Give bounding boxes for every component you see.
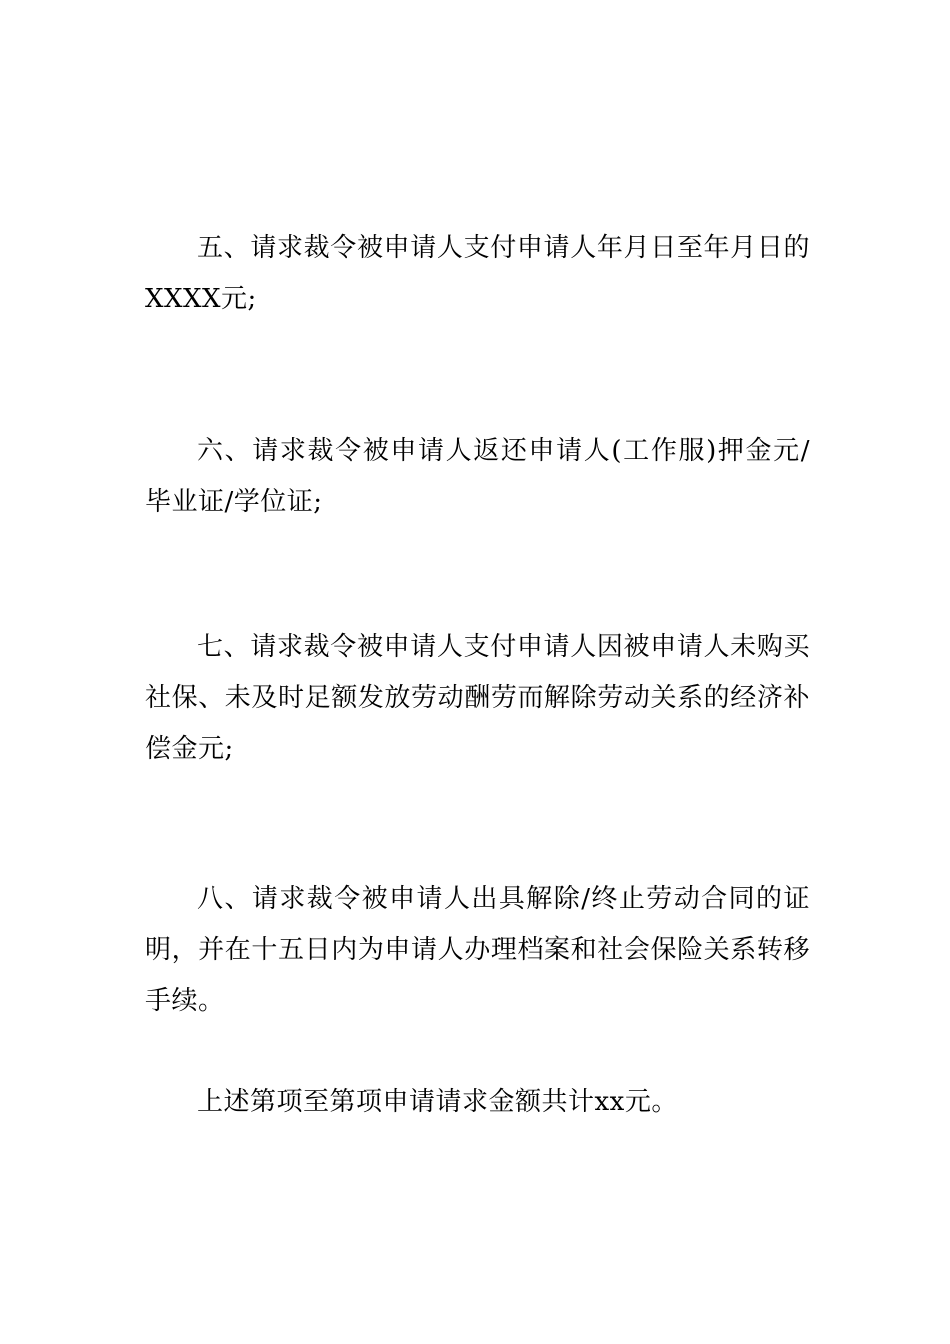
claim-item-5: 五、请求裁令被申请人支付申请人年月日至年月日的XXXX元; xyxy=(145,233,810,314)
claim-total-summary: 上述第项至第项申请请求金额共计xx元。 xyxy=(197,1087,678,1117)
claim-item-6: 六、请求裁令被申请人返还申请人(工作服)押金元/毕业证/学位证; xyxy=(145,436,810,517)
claim-item-7: 七、请求裁令被申请人支付申请人因被申请人未购买社保、未及时足额发放劳动酬劳而解除劳动关系的经济补偿金元; xyxy=(145,632,810,764)
claim-item-8: 八、请求裁令被申请人出具解除/终止劳动合同的证明，并在十五日内为申请人办理档案和社会保险关系转移手续。 xyxy=(145,884,810,1016)
